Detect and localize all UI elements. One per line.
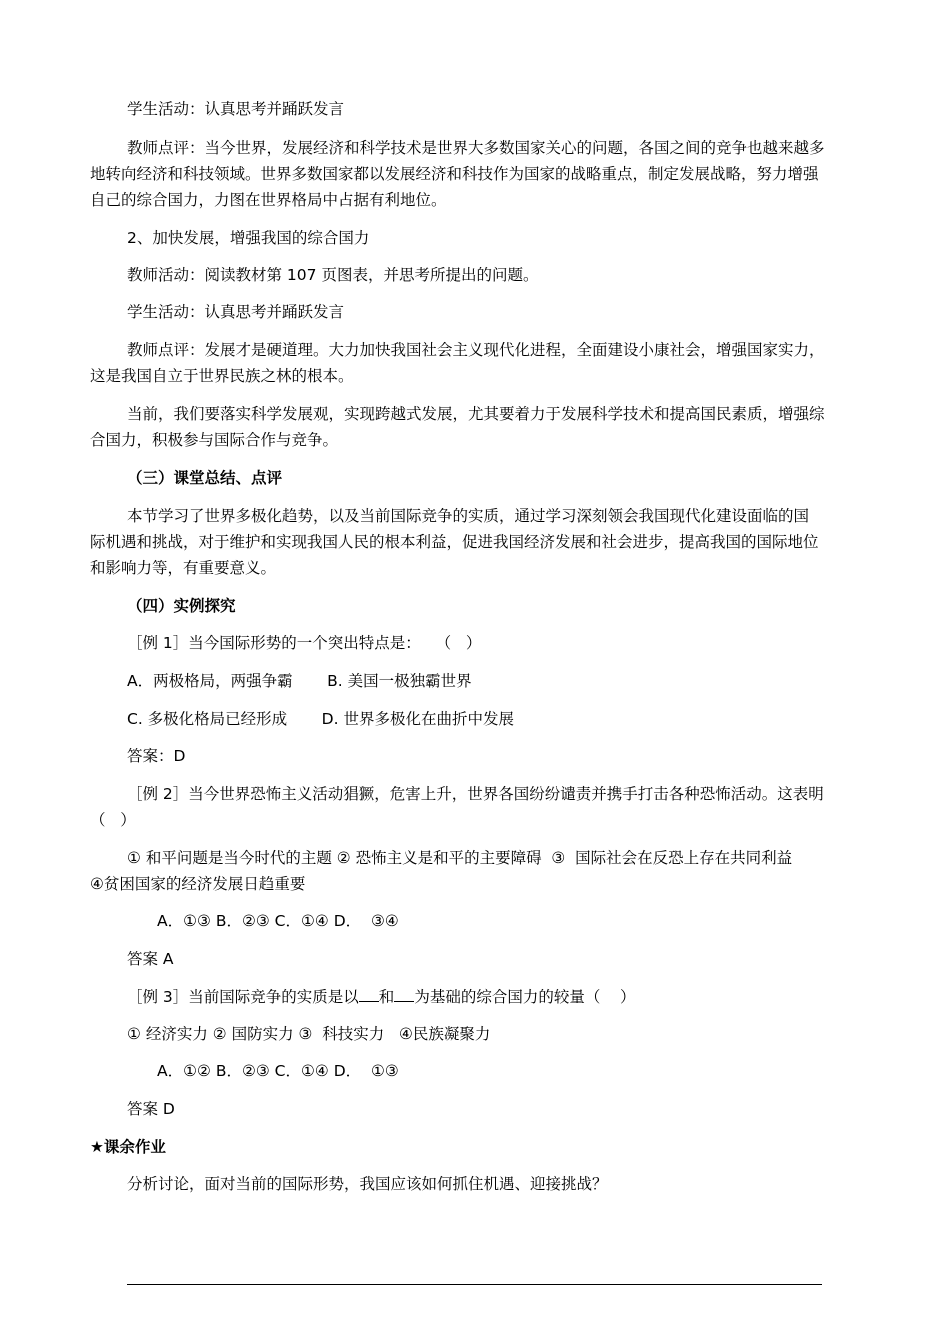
- footer-divider: [127, 1284, 822, 1285]
- blank-2: [394, 986, 414, 1002]
- example-3-answer: 答案 D: [127, 1100, 175, 1118]
- example-2-answer: 答案 A: [127, 950, 174, 968]
- student-activity-1: 学生活动：认真思考并踊跃发言: [127, 100, 345, 118]
- heading-summary: （三）课堂总结、点评: [127, 469, 283, 487]
- example-3-options: A．①② B．②③ C．①④ D． ①③: [157, 1062, 399, 1080]
- example-1-question: ［例 1］当今国际形势的一个突出特点是： （ ）: [127, 634, 482, 652]
- example-3-question-part2: 和: [378, 988, 395, 1006]
- example-1-options-ab: A．两极格局，两强争霸 B. 美国一极独霸世界: [127, 672, 472, 690]
- heading-examples: （四）实例探究: [127, 597, 236, 615]
- example-2-question-line1: ［例 2］当今世界恐怖主义活动猖獗，危害上升，世界各国纷纷谴责并携手打击各种恐怖活动。这表明: [127, 785, 824, 803]
- teacher-comment-1-line1: 教师点评：当今世界，发展经济和科学技术是世界大多数国家关心的问题，各国之间的竞争也越来越多: [127, 139, 825, 157]
- teacher-comment-2-line2: 这是我国自立于世界民族之林的根本。: [90, 367, 354, 385]
- example-3-question: [127, 986, 636, 1007]
- example-2-statements-line1: ① 和平问题是当今时代的主题 ② 恐怖主义是和平的主要障碍 ③ 国际社会在反恐上存在共同利益: [127, 849, 793, 867]
- example-3-statements: ① 经济实力 ② 国防实力 ③ 科技实力 ④民族凝聚力: [127, 1025, 491, 1043]
- homework-text: 分析讨论，面对当前的国际形势，我国应该如何抓住机遇、迎接挑战？: [127, 1175, 608, 1193]
- paragraph-current-line2: 合国力，积极参与国际合作与竞争。: [90, 431, 339, 449]
- teacher-activity: 教师活动：阅读教材第 107 页图表，并思考所提出的问题。: [127, 266, 539, 284]
- heading-homework: ★课余作业: [90, 1138, 166, 1156]
- summary-line1: 本节学习了世界多极化趋势，以及当前国际竞争的实质，通过学习深刻领会我国现代化建设面临的国: [127, 507, 810, 525]
- student-activity-2: 学生活动：认真思考并踊跃发言: [127, 303, 345, 321]
- example-1-options-cd: C. 多极化格局已经形成 D. 世界多极化在曲折中发展: [127, 710, 514, 728]
- teacher-comment-1-line2: 地转向经济和科技领域。世界多数国家都以发展经济和科技作为国家的战略重点，制定发展战略，努力增强: [90, 165, 819, 183]
- example-3-question-part1: ［例 3］当前国际竞争的实质是以: [127, 988, 359, 1006]
- section-heading-2: 2、加快发展，增强我国的综合国力: [127, 229, 370, 247]
- example-2-statements-line2: ④贫困国家的经济发展日趋重要: [90, 875, 306, 893]
- teacher-comment-2-line1: 教师点评：发展才是硬道理。大力加快我国社会主义现代化进程，全面建设小康社会，增强国家实力，: [127, 341, 825, 359]
- example-2-question-line2: （ ）: [90, 811, 136, 829]
- paragraph-current-line1: 当前，我们要落实科学发展观，实现跨越式发展，尤其要着力于发展科学技术和提高国民素质，增强综: [127, 405, 825, 423]
- example-1-answer: 答案：D: [127, 747, 186, 765]
- example-3-question-part3: 为基础的综合国力的较量（ ）: [414, 988, 636, 1006]
- summary-line2: 际机遇和挑战，对于维护和实现我国人民的根本利益，促进我国经济发展和社会进步，提高我国的国际地位: [90, 533, 819, 551]
- example-2-options: A．①③ B．②③ C．①④ D． ③④: [157, 912, 399, 930]
- summary-line3: 和影响力等，有重要意义。: [90, 559, 277, 577]
- teacher-comment-1-line3: 自己的综合国力，力图在世界格局中占据有利地位。: [90, 191, 447, 209]
- blank-1: [359, 986, 379, 1002]
